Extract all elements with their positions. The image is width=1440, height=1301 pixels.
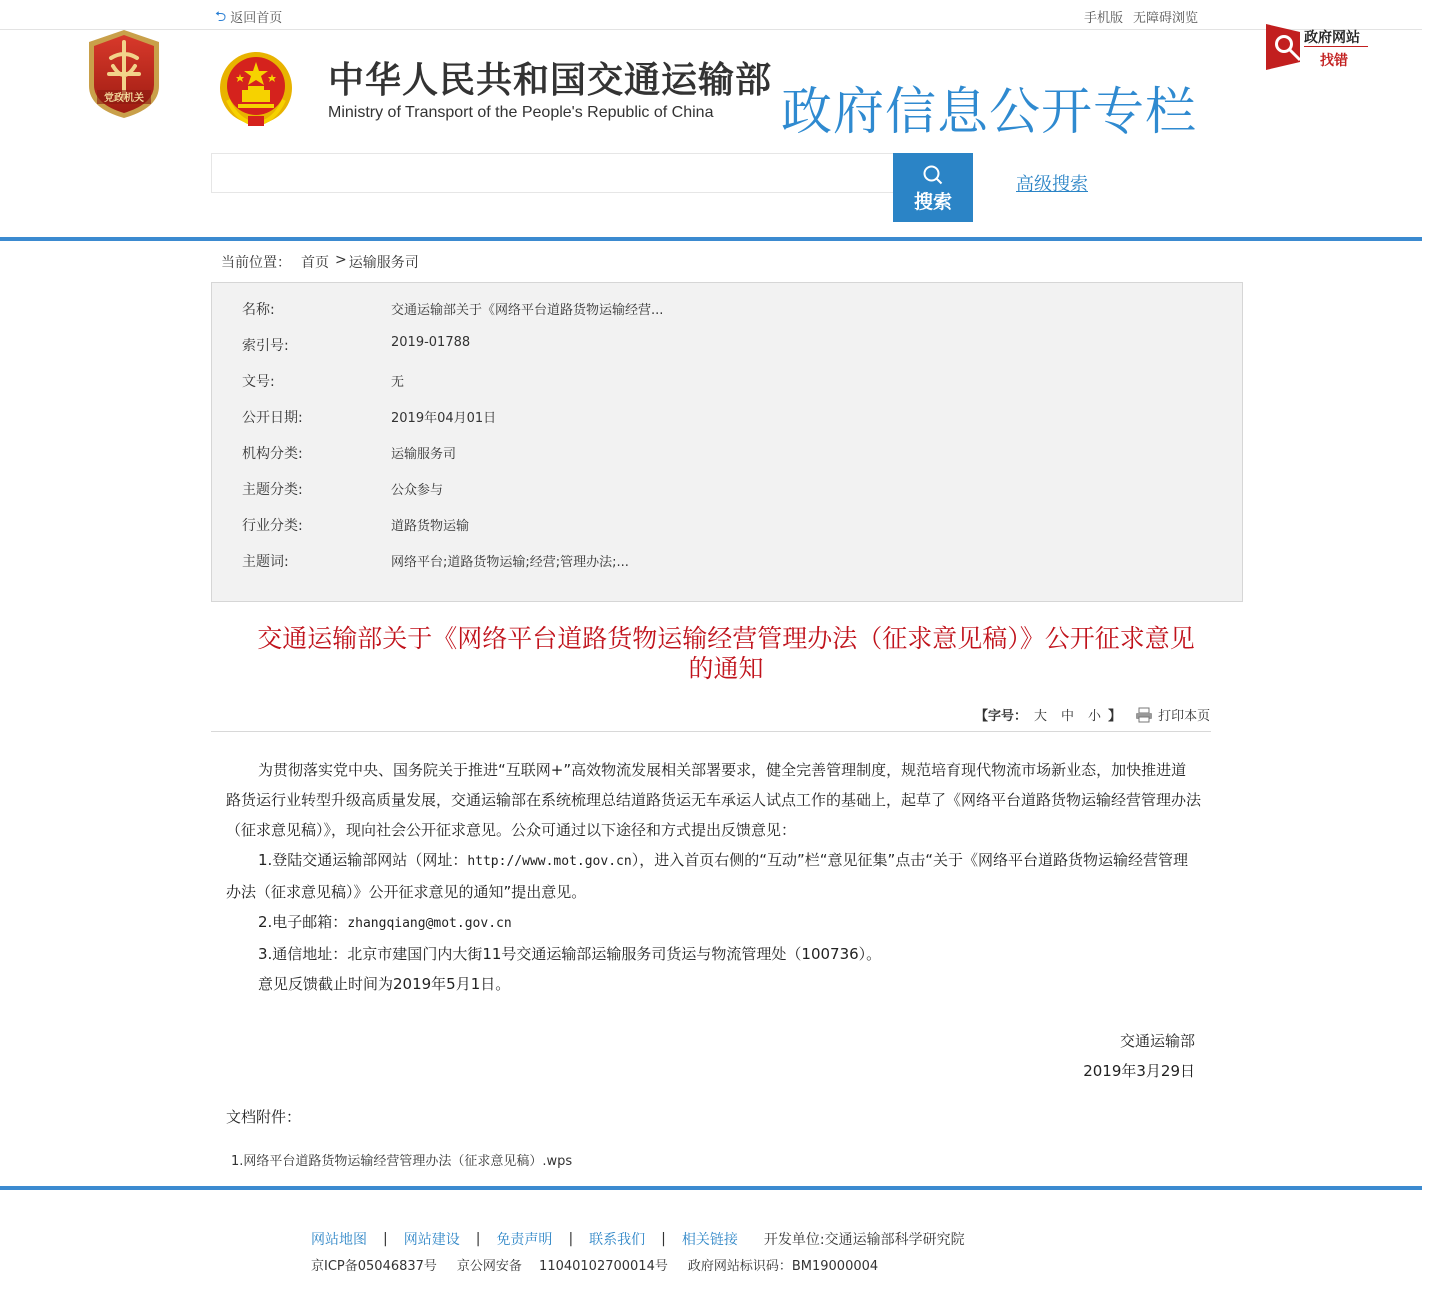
meta-value: 网络平台;道路货物运输;经营;管理办法;... [391, 555, 629, 570]
article-body [226, 755, 1201, 999]
search-button-label: 搜索 [913, 191, 952, 213]
signature-organization: 交通运输部 [1119, 1032, 1195, 1050]
article-title [211, 624, 1241, 684]
footer-rule [0, 1186, 1422, 1190]
party-badge-text: 党政机关 [104, 93, 144, 104]
footer-links [311, 1229, 965, 1249]
meta-key: 公开日期: [242, 410, 303, 426]
footer-separator: | [475, 1231, 481, 1247]
party-organ-badge-icon[interactable] [85, 28, 163, 120]
back-arrow-icon: ⮌ [215, 8, 227, 25]
article-item-1 [226, 845, 1201, 907]
article-title-line1: 交通运输部关于《网络平台道路货物运输经营管理办法（征求意见稿）》公开征求意见 [257, 624, 1195, 653]
footer-icp[interactable]: 京ICP备05046837号 [311, 1259, 437, 1274]
header-rule [0, 237, 1422, 241]
mobile-version-link[interactable]: 手机版 [1084, 11, 1124, 26]
font-size-label: 【字号： [975, 709, 1028, 724]
item1-url: http://www.mot.gov.cn [467, 854, 632, 869]
breadcrumb-prefix: 当前位置： [221, 255, 291, 271]
meta-key: 名称: [242, 302, 275, 318]
search-button[interactable] [893, 153, 973, 222]
article-deadline: 意见反馈截止时间为2019年5月1日。 [258, 975, 511, 993]
ministry-name-cn: 中华人民共和国交通运输部 [328, 60, 773, 101]
item2-text: 2.电子邮箱： [258, 913, 348, 931]
article-item-2 [226, 907, 1201, 939]
document-meta-panel [211, 282, 1243, 602]
search-input[interactable] [211, 153, 893, 193]
meta-value: 运输服务司 [391, 447, 457, 462]
printer-icon[interactable] [1135, 707, 1153, 723]
font-size-large-button[interactable]: 大 [1034, 709, 1048, 724]
attachment-header: 文档附件： [226, 1108, 302, 1126]
font-size-small-button[interactable]: 小 [1088, 709, 1102, 724]
breadcrumb-current-link[interactable]: 运输服务司 [348, 255, 419, 271]
accessible-browse-link[interactable]: 无障碍浏览 [1133, 11, 1199, 26]
meta-key: 主题分类: [242, 482, 303, 498]
findbug-title: 政府网站 [1304, 30, 1360, 46]
footer-site-id: 政府网站标识码：BM19000004 [687, 1259, 879, 1274]
footer-separator: | [383, 1231, 388, 1247]
breadcrumb-separator: > [335, 252, 347, 268]
print-page-link[interactable]: 打印本页 [1158, 709, 1211, 724]
gov-site-findbug-link[interactable] [1264, 22, 1374, 72]
advanced-search-link[interactable]: 高级搜索 [1016, 174, 1088, 195]
meta-value: 无 [391, 375, 405, 390]
font-size-medium-button[interactable]: 中 [1061, 709, 1075, 724]
article-item-3: 3.通信地址：北京市建国门内大街11号交通运输部运输服务司货运与物流管理处（100736）。 [258, 945, 882, 963]
footer-link-contact[interactable]: 联系我们 [589, 1232, 646, 1248]
footer-separator: | [568, 1231, 574, 1247]
attachment-link[interactable]: 1.网络平台道路货物运输经营管理办法（征求意见稿）.wps [231, 1154, 573, 1169]
ministry-name-en: Ministry of Transport of the People's Republic of China [328, 104, 714, 121]
meta-key: 主题词: [242, 554, 289, 570]
magnifier-flag-icon [1264, 22, 1304, 70]
meta-value: 2019-01788 [391, 335, 471, 350]
footer-police-record[interactable]: 京公网安备 11040102700014号 [456, 1259, 668, 1274]
footer-link-site-building[interactable]: 网站建设 [403, 1232, 460, 1248]
breadcrumb-home-link[interactable]: 首页 [301, 255, 329, 271]
national-emblem-icon [218, 50, 294, 128]
findbug-divider [1304, 46, 1368, 47]
font-size-close: 】 [1108, 709, 1122, 724]
article-divider [211, 731, 1211, 732]
meta-key: 索引号: [242, 338, 289, 354]
findbug-subtitle: 找错 [1320, 53, 1348, 69]
top-links [1084, 7, 1198, 26]
top-bar [0, 0, 1422, 30]
item1-text-b: ），进入首页右侧的“互动”栏“意见征集”点击“关于《网络平台道路货物运输经营管理办法（征求意见稿）》公开征求意见的通知”提出意见。 [226, 851, 1189, 901]
meta-value: 道路货物运输 [391, 519, 470, 534]
article-tools [975, 705, 1210, 724]
article-paragraph: 为贯彻落实党中央、国务院关于推进“互联网+”高效物流发展相关部署要求，健全完善管理制度，规范培育现代物流市场新业态，加快推进道路货运行业转型升级高质量发展，交通运输部在系统梳理总结道路货运无车承运人试点工作的基础上，起草了《网络平台道路货物运输经营管理办法（征求意见稿）》，现向社会公开征求意见。公众可通过以下途径和方式提出反馈意见： [226, 761, 1202, 839]
footer-link-related[interactable]: 相关链接 [681, 1232, 738, 1248]
meta-key: 文号: [242, 374, 275, 390]
footer-info [311, 1255, 878, 1274]
back-home-label: 返回首页 [230, 11, 283, 26]
meta-key: 行业分类: [242, 518, 303, 534]
signature-date: 2019年3月29日 [1083, 1062, 1195, 1080]
meta-value: 公众参与 [391, 483, 444, 498]
footer-separator: | [661, 1231, 666, 1247]
footer-link-sitemap[interactable]: 网站地图 [311, 1232, 367, 1248]
search-icon [923, 165, 943, 185]
article-title-line2: 的通知 [688, 654, 764, 683]
meta-value: 交通运输部关于《网络平台道路货物运输经营... [391, 303, 664, 318]
footer-link-disclaimer[interactable]: 免责声明 [496, 1232, 553, 1248]
breadcrumb [221, 252, 419, 272]
meta-key: 机构分类: [242, 446, 303, 462]
meta-value: 2019年04月01日 [391, 411, 497, 426]
column-title: 政府信息公开专栏 [781, 83, 1198, 142]
footer-developer: 开发单位:交通运输部科学研究院 [763, 1232, 965, 1248]
item1-text-a: 1.登陆交通运输部网站（网址： [258, 851, 468, 869]
back-home-link[interactable] [215, 7, 282, 26]
item2-email: zhangqiang@mot.gov.cn [347, 916, 512, 931]
